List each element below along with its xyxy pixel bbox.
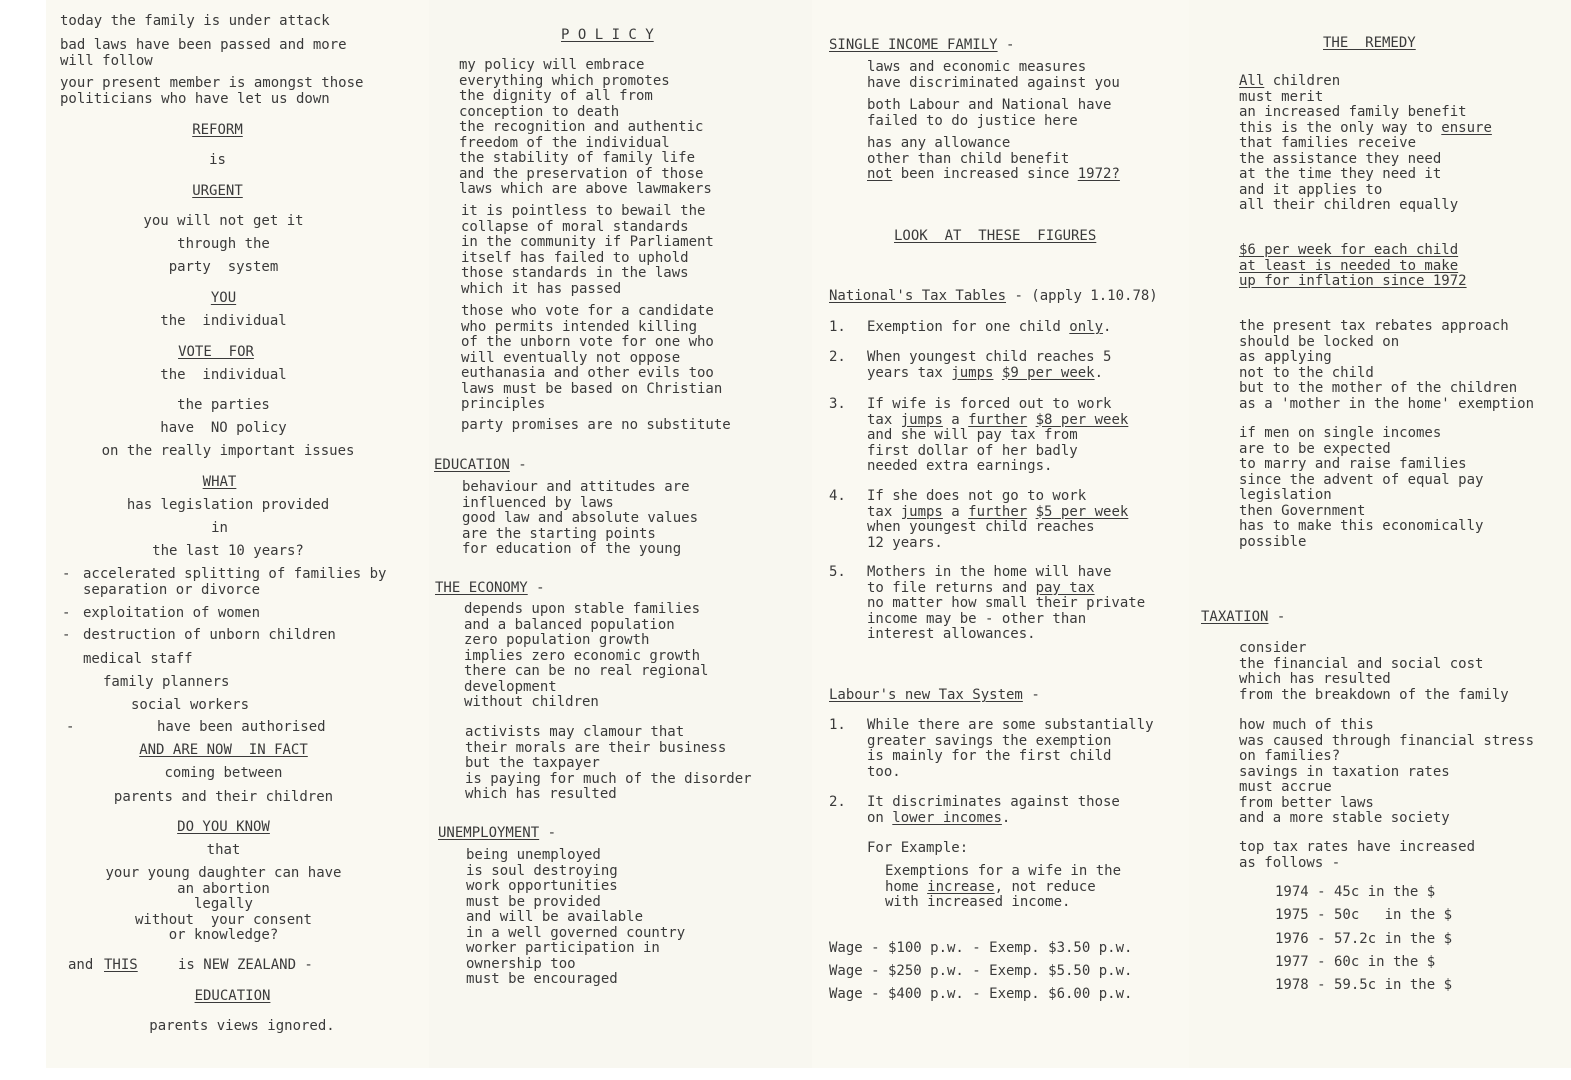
unemployment-section-heading bbox=[438, 826, 556, 842]
list-item-exploitation: exploitation of women bbox=[83, 605, 261, 621]
item-number: 2. bbox=[829, 794, 846, 810]
n4-further: further bbox=[968, 503, 1028, 520]
heading-dash: - bbox=[1006, 37, 1015, 53]
labour-heading bbox=[829, 688, 1040, 704]
taxation-heading bbox=[1201, 610, 1285, 626]
l2-lower-incomes: lower incomes bbox=[892, 809, 1002, 826]
policy-paragraph-4: party promises are no substitute bbox=[461, 417, 731, 433]
unemployment-paragraph: being unemployed is soul destroying work opportunities must be provided and will be available in a well governed country worker participation in ownership too must be encouraged bbox=[466, 847, 686, 987]
vote-for-heading: VOTE FOR bbox=[178, 344, 254, 360]
education-heading: EDUCATION bbox=[194, 988, 271, 1004]
list-dash: - bbox=[62, 566, 71, 582]
n4-space bbox=[1027, 504, 1035, 520]
for-example-label: For Example: bbox=[867, 840, 969, 856]
list-dash: - bbox=[62, 605, 71, 621]
education-paragraph: behaviour and attitudes are influenced by laws good law and absolute values are the starting points for education of the young bbox=[462, 479, 699, 557]
you-heading: YOU bbox=[210, 290, 237, 306]
look-at-figures-heading: LOOK AT THESE FIGURES bbox=[894, 228, 1097, 244]
n3-further: further bbox=[968, 411, 1028, 428]
tax-rate-row: 1975 - 50c in the $ bbox=[1275, 907, 1453, 923]
n2-jumps: jumps bbox=[951, 364, 994, 381]
text-the-individual-2: the individual bbox=[160, 367, 287, 383]
text-parents-children: parents and their children bbox=[113, 789, 334, 805]
single-income-title: SINGLE INCOME FAMILY bbox=[829, 37, 998, 53]
national-apply: - (apply 1.10.78) bbox=[1006, 288, 1158, 304]
remedy-end: that families receive the assistance they need at the time they need it and it applies to all their children equally bbox=[1239, 135, 1459, 213]
national-title: National's Tax Tables bbox=[829, 288, 1007, 304]
n4-end: when youngest child reaches 12 years. bbox=[867, 519, 1095, 551]
what-heading: WHAT bbox=[202, 474, 237, 490]
n3-mid: a bbox=[942, 411, 969, 428]
tax-rate-row: 1976 - 57.2c in the $ bbox=[1275, 931, 1453, 947]
si-p3-start: has any allowance other than child benefit bbox=[867, 135, 1070, 167]
ex-text: Exemptions for a wife in the home bbox=[885, 863, 1122, 895]
heading-dash: - bbox=[1031, 687, 1040, 703]
tax-rate-row: 1974 - 45c in the $ bbox=[1275, 884, 1436, 900]
remedy-heading: THE REMEDY bbox=[1323, 35, 1416, 51]
tax-rebates-paragraph: the present tax rebates approach should be locked on as applying not to the child but to the mother of the children as a 'mother in the home' exemption bbox=[1239, 318, 1535, 412]
text-authorised: have been authorised bbox=[157, 719, 326, 735]
policy-paragraph-2: it is pointless to bewail the collapse of moral standards in the community if Parliament itself has failed to uphold those standards in the laws which it has passed bbox=[461, 203, 714, 297]
list-item-destruction: destruction of unborn children bbox=[83, 627, 336, 643]
panel-policy bbox=[429, 0, 812, 1080]
do-you-know-heading: DO YOU KNOW bbox=[177, 819, 270, 835]
tax-rate-row: 1977 - 60c in the $ bbox=[1275, 954, 1436, 970]
heading-dash: - bbox=[536, 580, 545, 596]
national-item-2 bbox=[867, 350, 1111, 381]
scan-margin bbox=[0, 0, 46, 1080]
item-number: 2. bbox=[829, 349, 846, 365]
text-this: THIS bbox=[104, 957, 138, 973]
list-dash: - bbox=[66, 719, 75, 735]
policy-heading: P O L I C Y bbox=[561, 27, 654, 43]
remedy-all: All bbox=[1239, 73, 1265, 89]
ex-end: , not reduce with increased income. bbox=[885, 878, 1096, 910]
item-number: 1. bbox=[829, 319, 846, 335]
n4-amount: $5 per week bbox=[1035, 503, 1129, 520]
si-p3-mid: been increased since bbox=[892, 166, 1078, 182]
n5-end: no matter how small their private income may be - other than interest allowances. bbox=[867, 595, 1146, 642]
text-last-10-years: the last 10 years? bbox=[152, 543, 304, 559]
item-number: 1. bbox=[829, 717, 846, 733]
single-incomes-paragraph: if men on single incomes are to be expected to marry and raise families since the advent of equal pay legislation then Government has to make this economically possible bbox=[1239, 425, 1484, 550]
text-the-individual: the individual bbox=[160, 313, 287, 329]
text-that: that bbox=[206, 842, 241, 858]
si-p3-year: 1972? bbox=[1077, 166, 1120, 182]
text-family-planners: family planners bbox=[103, 674, 230, 690]
and-are-now-heading: AND ARE NOW IN FACT bbox=[139, 742, 308, 758]
n2-end: . bbox=[1094, 364, 1104, 381]
intro-attack: today the family is under attack bbox=[60, 13, 330, 29]
item-number: 4. bbox=[829, 488, 846, 504]
consider-paragraph: consider the financial and social cost which has resulted from the breakdown of the family bbox=[1239, 640, 1509, 703]
policy-paragraph-3: those who vote for a candidate who permits intended killing of the unborn vote for one who will eventually not oppose euthanasia and other evils too laws must be based on Christian principles bbox=[461, 303, 723, 412]
scan-margin-bottom bbox=[0, 1068, 1571, 1080]
tax-rate-row: 1978 - 59.5c in the $ bbox=[1275, 977, 1453, 993]
heading-dash: - bbox=[518, 457, 527, 473]
text-has-legislation: has legislation provided bbox=[126, 497, 330, 513]
reform-heading: REFORM bbox=[192, 122, 243, 138]
item-number: 5. bbox=[829, 564, 846, 580]
text-in: in bbox=[211, 520, 228, 536]
labour-item-2 bbox=[867, 795, 1120, 826]
text-parents-views: parents views ignored. bbox=[149, 1018, 335, 1034]
example-paragraph bbox=[885, 864, 1121, 911]
labour-title: Labour's new Tax System bbox=[829, 687, 1023, 703]
national-item-1 bbox=[867, 320, 1111, 336]
single-income-heading bbox=[829, 38, 1014, 54]
n3-space bbox=[1027, 412, 1035, 428]
six-dollars-statement: $6 per week for each child at least is needed to make up for inflation since 1972 bbox=[1239, 242, 1467, 289]
intro-bad-laws: bad laws have been passed and more will follow bbox=[60, 37, 347, 69]
n1-only: only bbox=[1069, 319, 1104, 335]
item-number: 3. bbox=[829, 396, 846, 412]
n2-text: When youngest child reaches 5 years tax bbox=[867, 349, 1112, 381]
economy-section-title: THE ECONOMY bbox=[435, 580, 528, 596]
n3-end: and she will pay tax from first dollar of her badly needed extra earnings. bbox=[867, 427, 1078, 474]
text-medical-staff: medical staff bbox=[83, 651, 193, 667]
l2-text: It discriminates against those on bbox=[867, 794, 1120, 826]
single-income-paragraph-2: both Labour and National have failed to do justice here bbox=[867, 97, 1112, 129]
intro-present-member: your present member is amongst those politicians who have let us down bbox=[60, 75, 364, 107]
n4-mid: a bbox=[942, 503, 969, 520]
si-p3-not: not bbox=[867, 166, 893, 182]
single-income-paragraph-1: laws and economic measures have discriminated against you bbox=[867, 59, 1120, 91]
wage-row: Wage - $400 p.w. - Exemp. $6.00 p.w. bbox=[829, 986, 1133, 1002]
l2-end: . bbox=[1001, 809, 1011, 826]
unemployment-section-title: UNEMPLOYMENT bbox=[438, 825, 540, 841]
taxation-title: TAXATION bbox=[1201, 609, 1269, 625]
text-is: is bbox=[209, 152, 226, 168]
n2-space bbox=[993, 365, 1001, 381]
text-through-the: through the bbox=[177, 236, 270, 252]
list-dash: - bbox=[62, 627, 71, 643]
remedy-text: children must merit an increased family benefit this is the only way to bbox=[1239, 73, 1467, 136]
economy-section-heading bbox=[435, 581, 545, 597]
heading-dash: - bbox=[547, 825, 557, 841]
text-no-policy: have NO policy bbox=[160, 420, 287, 436]
top-tax-paragraph: top tax rates have increased as follows - bbox=[1239, 839, 1476, 871]
remedy-paragraph bbox=[1239, 74, 1492, 214]
policy-paragraph-1: my policy will embrace everything which promotes the dignity of all from conception to death the recognition and authentic freedom of the individual the stability of family life and the preservation of those laws which are above lawmakers bbox=[459, 57, 712, 197]
wage-row: Wage - $100 p.w. - Exemp. $3.50 p.w. bbox=[829, 940, 1133, 956]
text-important-issues: on the really important issues bbox=[101, 443, 355, 459]
text-and: and bbox=[68, 957, 94, 973]
n5-pay-tax: pay tax bbox=[1035, 579, 1095, 596]
text-is-new-zealand: is NEW ZEALAND - bbox=[178, 957, 313, 973]
text-coming-between: coming between bbox=[164, 765, 283, 781]
text-social-workers: social workers bbox=[131, 697, 250, 713]
n2-amount: $9 per week bbox=[1001, 364, 1095, 381]
text-not-get-it: you will not get it bbox=[143, 213, 304, 229]
n3-amount: $8 per week bbox=[1035, 411, 1129, 428]
panel-single-income bbox=[812, 0, 1189, 1080]
n1-text: Exemption for one child bbox=[867, 319, 1070, 335]
wage-row: Wage - $250 p.w. - Exemp. $5.50 p.w. bbox=[829, 963, 1133, 979]
education-section-title: EDUCATION bbox=[434, 457, 510, 473]
panel-remedy bbox=[1189, 0, 1571, 1080]
national-item-5 bbox=[867, 565, 1145, 643]
text-young-daughter: your young daughter can have an abortion legally without your consent or knowledge? bbox=[105, 865, 342, 943]
heading-dash: - bbox=[1276, 609, 1286, 625]
n3-jumps: jumps bbox=[900, 411, 943, 428]
remedy-ensure: ensure bbox=[1441, 119, 1492, 136]
ex-increase: increase bbox=[927, 878, 995, 895]
national-item-4 bbox=[867, 489, 1128, 551]
n4-jumps: jumps bbox=[900, 503, 943, 520]
n3-text: If wife is forced out to work tax bbox=[867, 396, 1112, 428]
panel-family-under-attack bbox=[46, 0, 429, 1080]
national-heading bbox=[829, 289, 1158, 305]
national-item-3 bbox=[867, 397, 1128, 475]
text-the-parties: the parties bbox=[177, 397, 270, 413]
urgent-heading: URGENT bbox=[192, 183, 243, 199]
labour-item-1: While there are some substantially greater savings the exemption is mainly for the first child too. bbox=[867, 717, 1154, 780]
education-section-heading bbox=[434, 458, 527, 474]
n4-text: If she does not go to work tax bbox=[867, 488, 1087, 520]
list-item-splitting: accelerated splitting of families by separation or divorce bbox=[83, 566, 387, 598]
n1-end: . bbox=[1103, 319, 1112, 335]
economy-paragraph-1: depends upon stable families and a balanced population zero population growth implies zero economic growth there can be no real regional development without children bbox=[464, 601, 709, 710]
n5-text: Mothers in the home will have to file returns and bbox=[867, 564, 1112, 596]
how-much-paragraph: how much of this was caused through financial stress on families? savings in taxation rates must accrue from better laws and a more stable society bbox=[1239, 717, 1535, 826]
text-party-system: party system bbox=[168, 259, 279, 275]
economy-paragraph-2: activists may clamour that their morals are their business but the taxpayer is paying for much of the disorder which has resulted bbox=[465, 724, 752, 802]
single-income-paragraph-3 bbox=[867, 136, 1120, 183]
